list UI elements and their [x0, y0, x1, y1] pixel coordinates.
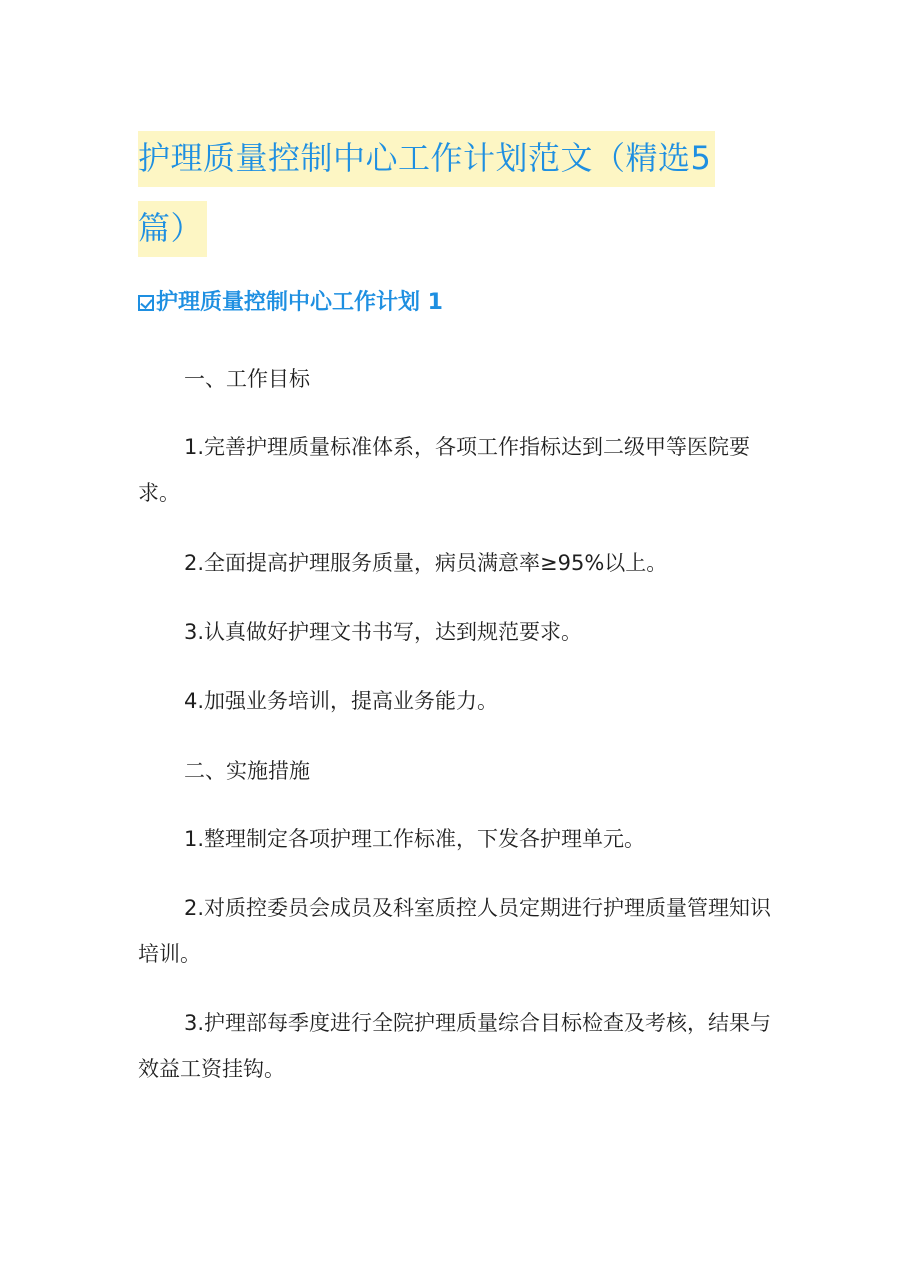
paragraph-measure-3: 3.护理部每季度进行全院护理质量综合目标检查及考核，结果与效益工资挂钩。: [138, 1011, 772, 1081]
paragraph-measure-2: 2.对质控委员会成员及科室质控人员定期进行护理质量管理知识培训。: [138, 896, 772, 966]
section-heading-text: 护理质量控制中心工作计划 1: [156, 290, 443, 315]
section-heading: [138, 285, 443, 321]
paragraph-goal-1: 1.完善护理质量标准体系，各项工作指标达到二级甲等医院要求。: [138, 435, 751, 505]
paragraph-measure-1: 1.整理制定各项护理工作标准，下发各护理单元。: [184, 827, 646, 851]
document-title-line-1: [138, 126, 778, 190]
checkbox-checked-icon: [138, 295, 154, 311]
paragraph-goal-3: 3.认真做好护理文书书写，达到规范要求。: [184, 620, 583, 644]
document-title-line-2: [138, 196, 778, 260]
paragraph-goal-4: 4.加强业务培训，提高业务能力。: [184, 689, 499, 713]
document-title-text-2: 篇）: [138, 201, 207, 257]
document-title-text-1: 护理质量控制中心工作计划范文（精选5: [138, 131, 715, 187]
paragraph-goals-heading: 一、工作目标: [184, 367, 310, 391]
paragraph-measures-heading: 二、实施措施: [184, 759, 310, 783]
paragraph-goal-2: 2.全面提高护理服务质量，病员满意率≥95%以上。: [184, 551, 668, 575]
